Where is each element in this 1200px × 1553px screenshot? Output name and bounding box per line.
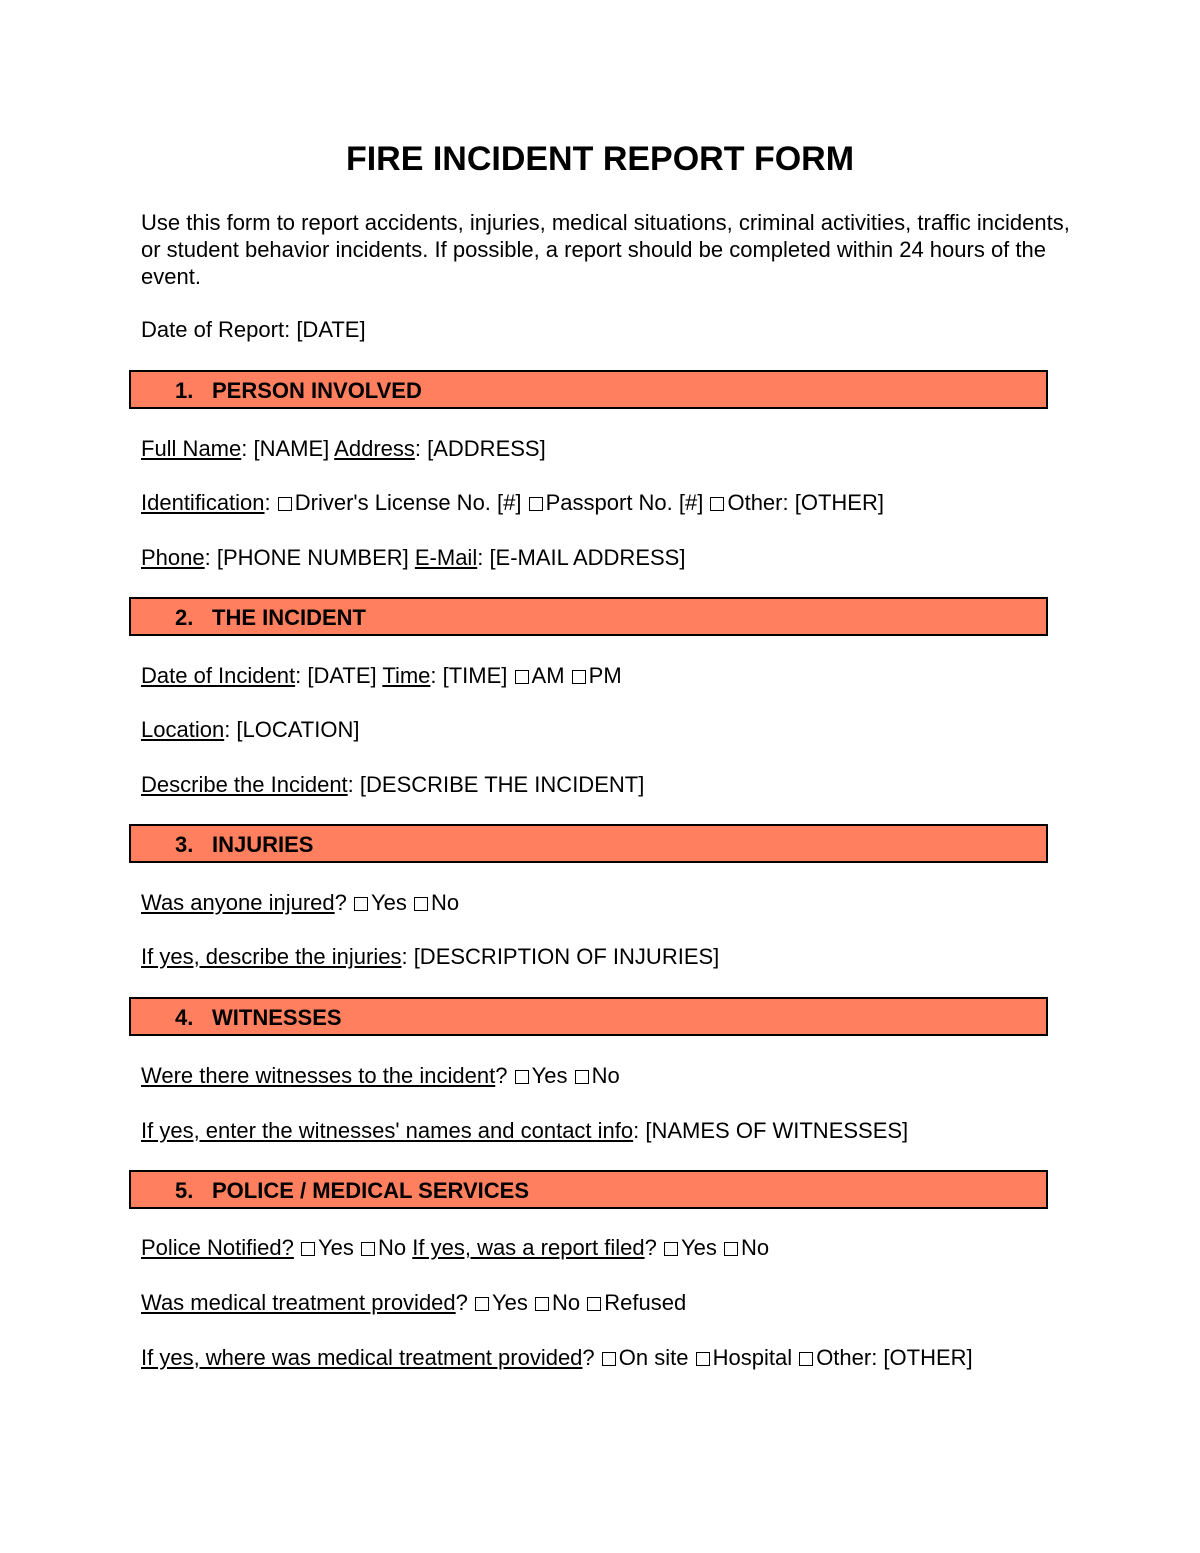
separator: ? — [644, 1235, 663, 1260]
describe-injuries-field[interactable]: : [DESCRIPTION OF INJURIES] — [401, 944, 720, 969]
police-no-option[interactable]: No — [378, 1235, 413, 1260]
separator: ? — [455, 1290, 475, 1315]
treatment-location-line — [141, 1344, 973, 1372]
section-title: INJURIES — [212, 832, 314, 857]
date-of-report-line — [141, 316, 366, 344]
section-title: PERSON INVOLVED — [212, 378, 422, 403]
medical-yes-option[interactable]: Yes — [492, 1290, 535, 1315]
other-id-checkbox[interactable] — [710, 497, 724, 511]
injured-no-checkbox[interactable] — [414, 897, 428, 911]
location-line — [141, 716, 359, 744]
describe-incident-label: Describe the Incident — [141, 772, 348, 797]
phone-field[interactable]: : [PHONE NUMBER] — [204, 545, 415, 570]
injured-yes-option[interactable]: Yes — [371, 890, 414, 915]
full-name-field[interactable]: : [NAME] — [241, 436, 335, 461]
section-header-witnesses — [129, 997, 1048, 1036]
medical-refused-checkbox[interactable] — [587, 1297, 601, 1311]
injured-no-option[interactable]: No — [431, 890, 460, 915]
section-number: 4. — [175, 1005, 194, 1030]
filed-no-checkbox[interactable] — [724, 1242, 738, 1256]
identification-label: Identification — [141, 490, 265, 515]
witnesses-question-line — [141, 1062, 620, 1090]
separator: ? — [495, 1063, 514, 1088]
location-label: Location — [141, 717, 225, 742]
section-title: THE INCIDENT — [212, 605, 366, 630]
witnesses-no-option[interactable]: No — [591, 1063, 620, 1088]
police-notified-line — [141, 1234, 769, 1262]
describe-injuries-label: If yes, describe the injuries — [141, 944, 402, 969]
police-notified-label: Police Notified? — [141, 1235, 294, 1260]
email-field[interactable]: : [E-MAIL ADDRESS] — [477, 545, 686, 570]
police-yes-checkbox[interactable] — [301, 1242, 315, 1256]
time-label: Time — [382, 663, 431, 688]
name-address-line — [141, 435, 546, 463]
section-header-the-incident — [129, 597, 1048, 636]
full-name-label: Full Name — [141, 436, 242, 461]
other-location-checkbox[interactable] — [799, 1352, 813, 1366]
treatment-location-label: If yes, where was medical treatment provided — [141, 1345, 583, 1370]
hospital-option[interactable]: Hospital — [712, 1345, 799, 1370]
incident-date-field[interactable]: : [DATE] — [295, 663, 383, 688]
hospital-checkbox[interactable] — [696, 1352, 710, 1366]
witnesses-yes-checkbox[interactable] — [515, 1070, 529, 1084]
other-id-option[interactable]: Other: [OTHER] — [727, 490, 884, 515]
onsite-option[interactable]: On site — [618, 1345, 695, 1370]
section-header-police-medical — [129, 1170, 1048, 1209]
section-title: WITNESSES — [212, 1005, 342, 1030]
section-number: 1. — [175, 378, 194, 403]
phone-label: Phone — [141, 545, 205, 570]
witness-names-field[interactable]: : [NAMES OF WITNESSES] — [633, 1118, 909, 1143]
time-field[interactable]: : [TIME] — [430, 663, 514, 688]
phone-email-line — [141, 544, 685, 572]
am-checkbox[interactable] — [515, 670, 529, 684]
section-header-person-involved — [129, 370, 1048, 409]
anyone-injured-label: Was anyone injured — [141, 890, 335, 915]
location-field[interactable]: : [LOCATION] — [224, 717, 360, 742]
describe-injuries-line — [141, 943, 719, 971]
describe-incident-field[interactable]: : [DESCRIBE THE INCIDENT] — [347, 772, 645, 797]
witness-names-label: If yes, enter the witnesses' names and contact info — [141, 1118, 634, 1143]
separator — [294, 1235, 300, 1260]
medical-no-checkbox[interactable] — [535, 1297, 549, 1311]
police-no-checkbox[interactable] — [361, 1242, 375, 1256]
medical-refused-option[interactable]: Refused — [604, 1290, 687, 1315]
describe-incident-line — [141, 771, 644, 799]
section-number: 2. — [175, 605, 194, 630]
onsite-checkbox[interactable] — [602, 1352, 616, 1366]
date-of-report-label: Date of Report: — [141, 317, 297, 342]
identification-line — [141, 489, 884, 517]
separator: ? — [334, 890, 353, 915]
email-label: E-Mail — [414, 545, 478, 570]
medical-treatment-label: Was medical treatment provided — [141, 1290, 456, 1315]
separator: ? — [582, 1345, 601, 1370]
am-option[interactable]: AM — [531, 663, 571, 688]
filed-no-option[interactable]: No — [740, 1235, 770, 1260]
incident-date-time-line — [141, 662, 622, 690]
passport-checkbox[interactable] — [529, 497, 543, 511]
medical-no-option[interactable]: No — [552, 1290, 587, 1315]
filed-yes-checkbox[interactable] — [664, 1242, 678, 1256]
date-of-report-value[interactable]: [DATE] — [296, 317, 366, 342]
pm-checkbox[interactable] — [572, 670, 586, 684]
page-title: FIRE INCIDENT REPORT FORM — [345, 140, 855, 178]
report-filed-label: If yes, was a report filed — [412, 1235, 645, 1260]
drivers-license-checkbox[interactable] — [278, 497, 292, 511]
witnesses-no-checkbox[interactable] — [575, 1070, 589, 1084]
witnesses-question-label: Were there witnesses to the incident — [141, 1063, 496, 1088]
medical-treatment-line — [141, 1289, 686, 1317]
section-title: POLICE / MEDICAL SERVICES — [212, 1178, 530, 1203]
other-location-option[interactable]: Other: [OTHER] — [816, 1345, 973, 1370]
section-number: 5. — [175, 1178, 194, 1203]
incident-date-label: Date of Incident — [141, 663, 296, 688]
witnesses-yes-option[interactable]: Yes — [531, 1063, 574, 1088]
passport-option[interactable]: Passport No. [#] — [545, 490, 710, 515]
separator: : — [264, 490, 277, 515]
medical-yes-checkbox[interactable] — [475, 1297, 489, 1311]
witness-names-line — [141, 1117, 908, 1145]
section-header-injuries — [129, 824, 1048, 863]
anyone-injured-line — [141, 889, 459, 917]
filed-yes-option[interactable]: Yes — [680, 1235, 723, 1260]
address-label: Address — [334, 436, 415, 461]
drivers-license-option[interactable]: Driver's License No. [#] — [294, 490, 528, 515]
address-field[interactable]: : [ADDRESS] — [414, 436, 546, 461]
pm-option[interactable]: PM — [588, 663, 622, 688]
police-yes-option[interactable]: Yes — [318, 1235, 361, 1260]
injured-yes-checkbox[interactable] — [354, 897, 368, 911]
intro-text: Use this form to report accidents, injuries, medical situations, criminal activities, traffic incidents, or student behavior incidents. If possible, a report should be completed within 24 hours of the event. — [141, 210, 1070, 289]
section-number: 3. — [175, 832, 194, 857]
